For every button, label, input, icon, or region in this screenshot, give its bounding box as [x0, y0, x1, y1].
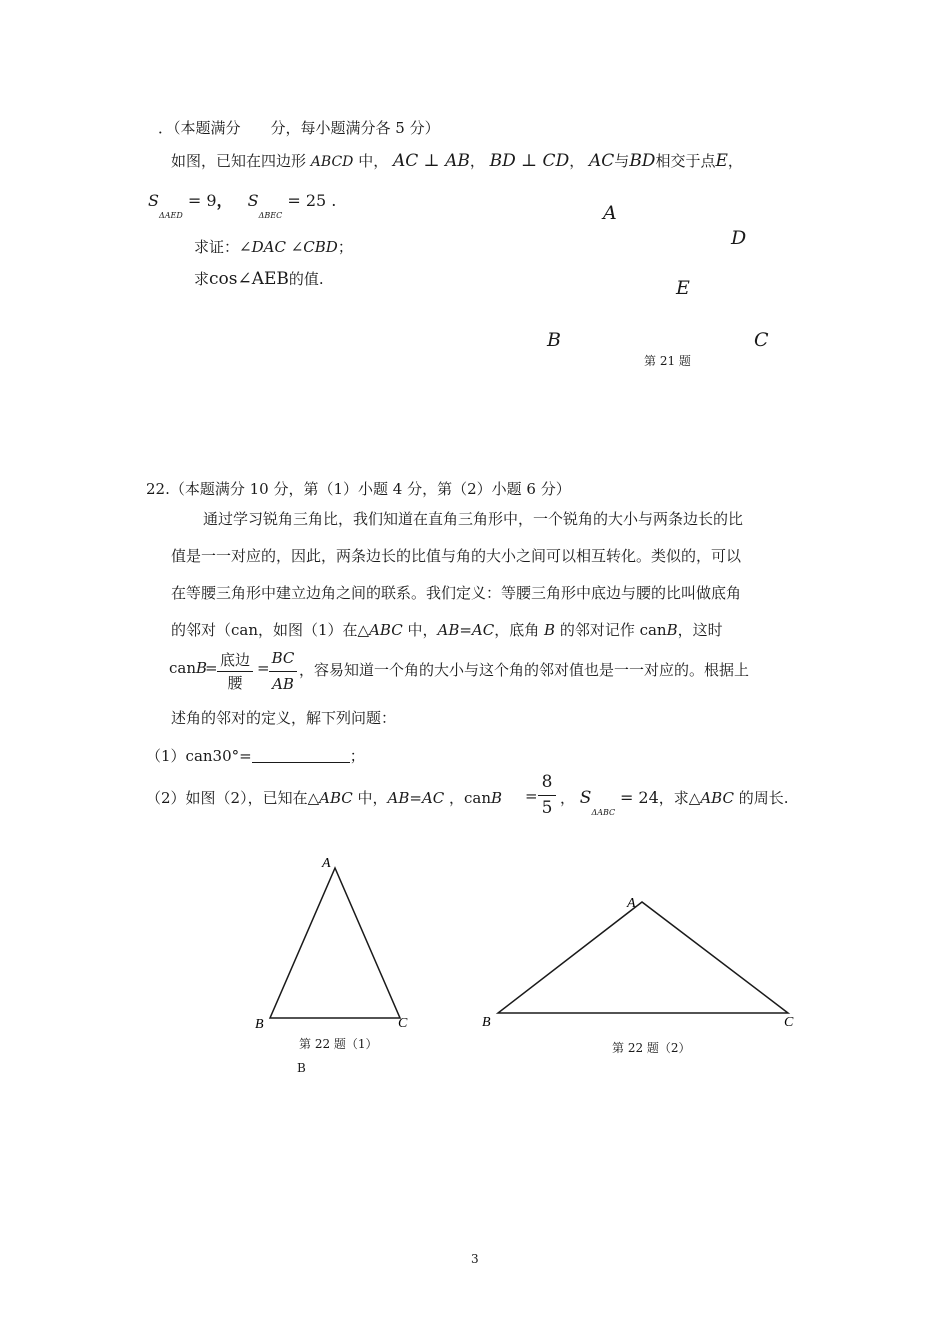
fig22-2-triangle	[478, 890, 808, 1030]
fig22-1-label-a: A	[322, 856, 331, 871]
q21-area-conditions: $S_{\Delta AED} = 9$， $S_{\Delta BEC} = 25$ .	[148, 191, 337, 220]
q22-fraction-bc-over-ab: BC AB	[269, 649, 297, 693]
q22-subquestion-1: （1）can30°= ；	[146, 747, 365, 765]
q22-paragraph-line2: 值是一一对应的，因此，两条边长的比值与角的大小之间可以相互转化。类似的，可以	[171, 547, 742, 565]
q21-task-1: 求证：∠DAC ∠CBD；	[194, 238, 353, 256]
fig21-label-d: D	[731, 227, 747, 249]
fig22-1-label-b: B	[255, 1017, 264, 1032]
page-number: 3	[471, 1252, 479, 1266]
q22-paragraph-line6: 述角的邻对的定义，解下列问题：	[171, 709, 397, 727]
q22-fraction-8-5: 8 5	[538, 772, 556, 818]
q21-statement-line1: 如图，已知在四边形 ABCD 中， AC ⊥ AB， BD ⊥ CD， AC与BD相交于点E，	[171, 151, 743, 171]
fig22-2-label-b: B	[482, 1015, 491, 1030]
q22-header: 22.（本题满分 10 分，第（1）小题 4 分，第（2）小题 6 分）	[146, 480, 571, 498]
q22-definition-rest: ，容易知道一个角的大小与这个角的邻对值也是一一对应的。根据上	[299, 661, 750, 679]
fig21-label-a: A	[603, 202, 617, 224]
q22-definition-can: canB	[169, 659, 208, 677]
triangle-abc-2	[498, 902, 788, 1013]
triangle-abc-1	[270, 868, 400, 1018]
q22-subquestion-2-eq: =	[525, 787, 538, 805]
q22-fraction-base-over-leg: 底边 腰	[217, 649, 253, 693]
q22-subquestion-2-b: ， $S_{\Delta ABC} = 24$，求△ABC 的周长.	[560, 788, 789, 817]
fig22-1-extra-label: B	[297, 1061, 306, 1075]
fig22-1-label-c: C	[398, 1016, 408, 1031]
fig22-2-caption: 第 22 题（2）	[612, 1041, 691, 1055]
fig21-label-e: E	[676, 277, 690, 299]
q22-subquestion-2-a: （2）如图（2），已知在△ABC 中，AB=AC ，canB	[146, 789, 503, 807]
fig21-label-c: C	[754, 329, 769, 351]
fig21-label-b: B	[547, 329, 561, 351]
answer-blank	[252, 748, 350, 763]
fig22-2-label-a: A	[627, 896, 636, 911]
q22-definition-eq2: =	[257, 659, 270, 677]
q22-paragraph-line3: 在等腰三角形中建立边角之间的联系。我们定义：等腰三角形中底边与腰的比叫做底角	[171, 584, 742, 602]
q21-header: ．（本题满分 分，每小题满分各 5 分）	[158, 119, 440, 137]
fig21-caption: 第 21 题	[644, 354, 691, 368]
fig22-1-caption: 第 22 题（1）	[299, 1037, 378, 1051]
q21-task-2: 求cos∠AEB的值.	[194, 269, 324, 289]
fig22-1-triangle	[250, 850, 420, 1035]
q22-definition-eq1: =	[205, 659, 218, 677]
q22-paragraph-line1: 通过学习锐角三角比，我们知道在直角三角形中，一个锐角的大小与两条边长的比	[203, 510, 744, 528]
fig22-2-label-c: C	[784, 1015, 794, 1030]
q22-paragraph-line4: 的邻对（can，如图（1）在△ABC 中，AB=AC，底角 B 的邻对记作 canB，这时	[171, 621, 723, 639]
